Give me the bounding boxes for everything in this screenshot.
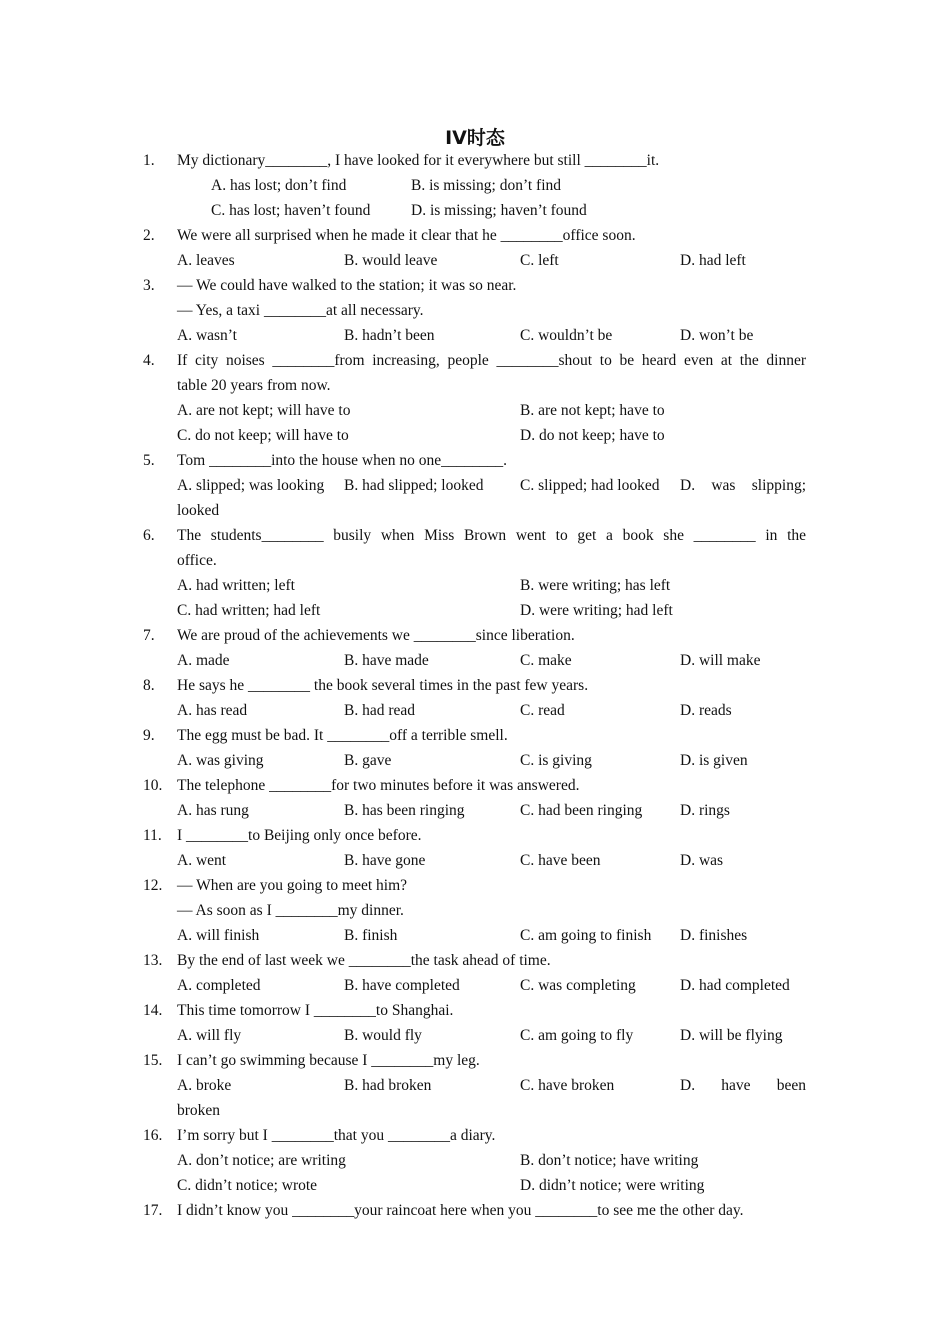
option-a: A. made (177, 652, 230, 669)
option-d: D. won’t be (680, 327, 754, 344)
option-a: A. slipped; was looking (177, 477, 325, 494)
question-number: 13. (143, 952, 163, 969)
options-row (0, 398, 950, 423)
question-9 (0, 723, 950, 748)
option-d: D. had left (680, 252, 746, 269)
options-row (0, 973, 950, 998)
question-stem: By the end of last week we ________the task ahead of time. (177, 952, 551, 969)
option-b: B. have completed (344, 977, 460, 994)
question-number: 15. (143, 1052, 163, 1069)
option-b: B. are not kept; have to (520, 402, 665, 419)
option-c: C. left (520, 252, 559, 269)
option-a: A. broke (177, 1077, 232, 1094)
question-stem: If city noises ________from increasing, people ________shout to be heard even at the dinner (177, 352, 806, 369)
option-c: C. am going to fly (520, 1027, 634, 1044)
option-a: A. has rung (177, 802, 249, 819)
question-number: 6. (143, 527, 155, 544)
options-row (0, 1023, 950, 1048)
option-d-continued: broken (177, 1102, 221, 1119)
question-stem: This time tomorrow I ________to Shanghai. (177, 1002, 454, 1019)
question-stem-continued (0, 548, 950, 573)
option-b: B. had read (344, 702, 416, 719)
question-stem: We are proud of the achievements we ________since liberation. (177, 627, 575, 644)
option-a: A. was giving (177, 752, 264, 769)
options-row (0, 173, 950, 198)
option-c: C. read (520, 702, 565, 719)
question-3 (0, 273, 950, 298)
question-stem: I can’t go swimming because I ________my leg. (177, 1052, 480, 1069)
question-stem: I’m sorry but I ________that you ________a diary. (177, 1127, 496, 1144)
option-b: B. hadn’t been (344, 327, 435, 344)
question-stem: — Yes, a taxi ________at all necessary. (177, 302, 424, 319)
options-row (0, 423, 950, 448)
option-a: A. leaves (177, 252, 235, 269)
question-stem: I ________to Beijing only once before. (177, 827, 422, 844)
option-d: D. reads (680, 702, 732, 719)
question-number: 9. (143, 727, 155, 744)
question-stem: The egg must be bad. It ________off a terrible smell. (177, 727, 508, 744)
question-number: 7. (143, 627, 155, 644)
question-15 (0, 1048, 950, 1073)
option-d: D. finishes (680, 927, 748, 944)
option-d: D. will make (680, 652, 761, 669)
option-b: B. has been ringing (344, 802, 465, 819)
option-c: C. do not keep; will have to (177, 427, 349, 444)
question-stem-continued (0, 373, 950, 398)
question-13 (0, 948, 950, 973)
option-d-continued: looked (177, 502, 220, 519)
option-c: C. had written; had left (177, 602, 321, 619)
question-stem: Tom ________into the house when no one________. (177, 452, 507, 469)
options-row-continued (0, 1098, 950, 1123)
question-12 (0, 873, 950, 898)
question-number: 17. (143, 1202, 163, 1219)
question-number: 4. (143, 352, 155, 369)
question-5 (0, 448, 950, 473)
question-stem: table 20 years from now. (177, 377, 331, 394)
options-row (0, 1173, 950, 1198)
option-c: C. didn’t notice; wrote (177, 1177, 318, 1194)
option-c: C. make (520, 652, 572, 669)
option-d: D. have been (680, 1077, 806, 1094)
question-stem: — When are you going to meet him? (177, 877, 408, 894)
options-row (0, 698, 950, 723)
options-row (0, 798, 950, 823)
question-number: 16. (143, 1127, 163, 1144)
option-a: A. completed (177, 977, 261, 994)
option-c: C. had been ringing (520, 802, 643, 819)
options-row (0, 248, 950, 273)
question-number: 8. (143, 677, 155, 694)
question-stem-continued (0, 298, 950, 323)
question-number: 11. (143, 827, 162, 844)
option-d: D. will be flying (680, 1027, 783, 1044)
option-c: C. is giving (520, 752, 592, 769)
options-row (0, 573, 950, 598)
option-b: B. is missing; don’t find (411, 177, 561, 194)
question-number: 12. (143, 877, 163, 894)
options-row (0, 323, 950, 348)
question-16 (0, 1123, 950, 1148)
options-row (0, 1148, 950, 1173)
question-stem: He says he ________ the book several times in the past few years. (177, 677, 589, 694)
question-14 (0, 998, 950, 1023)
option-a: A. has lost; don’t find (211, 177, 347, 194)
question-number: 14. (143, 1002, 163, 1019)
options-row (0, 598, 950, 623)
options-row (0, 848, 950, 873)
question-stem: We were all surprised when he made it clear that he ________office soon. (177, 227, 636, 244)
options-row (0, 1073, 950, 1098)
option-a: A. will fly (177, 1027, 242, 1044)
option-d: D. was slipping; (680, 477, 806, 494)
option-c: C. am going to finish (520, 927, 652, 944)
option-a: A. will finish (177, 927, 260, 944)
option-c: C. slipped; had looked (520, 477, 660, 494)
question-number: 10. (143, 777, 163, 794)
option-d: D. had completed (680, 977, 790, 994)
options-row (0, 648, 950, 673)
question-6 (0, 523, 950, 548)
option-b: B. would leave (344, 252, 438, 269)
option-b: B. have made (344, 652, 429, 669)
question-number: 3. (143, 277, 155, 294)
option-d: D. do not keep; have to (520, 427, 665, 444)
option-b: B. were writing; has left (520, 577, 671, 594)
option-a: A. went (177, 852, 227, 869)
option-d: D. was (680, 852, 724, 869)
question-stem: My dictionary________, I have looked for it everywhere but still ________it. (177, 152, 660, 169)
question-10 (0, 773, 950, 798)
option-a: A. wasn’t (177, 327, 237, 344)
question-7 (0, 623, 950, 648)
question-stem-continued (0, 898, 950, 923)
options-row (0, 923, 950, 948)
question-stem: The telephone ________for two minutes before it was answered. (177, 777, 580, 794)
question-stem: — We could have walked to the station; it was so near. (177, 277, 517, 294)
question-stem: I didn’t know you ________your raincoat here when you ________to see me the other day. (177, 1202, 744, 1219)
question-11 (0, 823, 950, 848)
option-c: C. was completing (520, 977, 636, 994)
option-d: D. rings (680, 802, 730, 819)
question-17 (0, 1198, 950, 1223)
options-row (0, 198, 950, 223)
question-8 (0, 673, 950, 698)
option-d: D. didn’t notice; were writing (520, 1177, 705, 1194)
option-b: B. have gone (344, 852, 426, 869)
option-a: A. has read (177, 702, 248, 719)
option-c: C. has lost; haven’t found (211, 202, 371, 219)
option-b: B. would fly (344, 1027, 422, 1044)
option-d: D. is missing; haven’t found (411, 202, 587, 219)
option-b: B. don’t notice; have writing (520, 1152, 699, 1169)
option-b: B. finish (344, 927, 398, 944)
option-a: A. are not kept; will have to (177, 402, 351, 419)
option-d: D. were writing; had left (520, 602, 673, 619)
question-number: 2. (143, 227, 155, 244)
question-1 (0, 148, 950, 173)
option-d: D. is given (680, 752, 748, 769)
question-number: 1. (143, 152, 155, 169)
question-stem: The students________ busily when Miss Brown went to get a book she ________ in the (177, 527, 806, 544)
options-row-continued (0, 498, 950, 523)
option-b: B. had slipped; looked (344, 477, 484, 494)
page-title: IV时态 (445, 127, 505, 149)
option-b: B. had broken (344, 1077, 432, 1094)
question-stem: — As soon as I ________my dinner. (177, 902, 404, 919)
option-a: A. don’t notice; are writing (177, 1152, 346, 1169)
option-c: C. have broken (520, 1077, 615, 1094)
option-c: C. wouldn’t be (520, 327, 613, 344)
question-4 (0, 348, 950, 373)
options-row (0, 473, 950, 498)
question-stem: office. (177, 552, 217, 569)
option-b: B. gave (344, 752, 392, 769)
option-c: C. have been (520, 852, 601, 869)
option-a: A. had written; left (177, 577, 295, 594)
question-number: 5. (143, 452, 155, 469)
question-2 (0, 223, 950, 248)
options-row (0, 748, 950, 773)
